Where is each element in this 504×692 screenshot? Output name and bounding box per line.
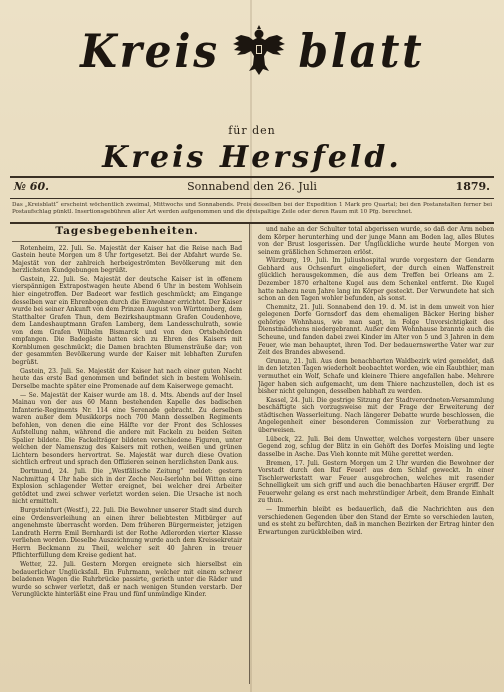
article-paragraph: Chemnitz, 21. Juli. Sonnabend den 19. d. M. ist in dem unweit von hier gelegenen Dorfe Gornsdorf das dem ehemaligen Bäcker Hering bisher gehörige Wohnhaus, wie man sagt, in Folge Unvorsichtigkeit des Dienstmädchens niedergebrannt. Außer dem Wohnhause brannte auch die Scheune, und fanden dabei zwei Kinder im Alter von 5 und 3 Jahren in dem Feuer, wie man behauptet, ihren Tod. Der bedauernswerthe Vater war zur Zeit des Brandes abwesend. <box>258 303 494 357</box>
article-paragraph: — Se. Majestät der Kaiser wurde am 18. d. Mts. Abends auf der Insel Mainau von der aus 60 Mann bestehenden Kapelle des badischen Infanterie-Regiments Nr. 114 eine Serenade gebracht. Zu derselben waren außer dem Musikkorps noch 700 Mann desselben Regiments befohlen, von denen die eine Hälfte vor der Front des Schlosses Aufstellung nahm, während die andere mit Fackeln zu beiden Seiten Spalier bildete. Die Fackelträger bildeten verschiedene Figuren, unter welchen der Namenszug des Kaisers mit rothen, weißen und grünen Lichtern besonders hervortrat. Se. Majestät war durch diese Ovation sichtlich erfreut und sprach den Offizieren seinen herzlichsten Dank aus. <box>12 391 242 467</box>
title-row <box>0 22 504 80</box>
article-paragraph: Lübeck, 22. Juli. Bei dem Unwetter, welches vorgestern über unsere Gegend zog, schlug der Blitz in ein Gehöft des Dorfes Moisling und legte dasselbe in Asche. Das Vieh konnte mit Mühe gerettet werden. <box>258 435 494 458</box>
article-paragraph: Rotenheim, 22. Juli. Se. Majestät der Kaiser hat die Reise nach Bad Gastein heute Morgen um 8 Uhr fortgesetzt. Bei der Abfahrt wurde Se. Majestät von der zahlreich herbeigeströmten Bevölkerung mit den herzlichsten Kundgebungen begrüßt. <box>12 244 242 275</box>
article-paragraph: Würzburg, 19. Juli. Im Juliushospital wurde vorgestern der Gendarm Gebhard aus Ochsenfurt eingeliefert, der durch einen Waffenstreit glücklich herausgekommen, die aus dem Treffen bei Orleans am 2. Dezember 1870 erhaltene Kugel aus dem Schenkel entfernt. Die Kugel hatte nahezu neun Jahre lang im Körper gesteckt. Der Verwundete hat sich schon an den Tagen wohler befunden, als sonst. <box>258 257 494 303</box>
article-paragraph: Bremen, 17. Juli. Gestern Morgen um 2 Uhr wurden die Bewohner der Vorstadt durch den Ruf Feuer! aus dem Schlaf geweckt. In einer Tischlerwerkstatt war Feuer ausgebrochen, welches mit rasender Schnelligkeit um sich griff und auch die benachbarten Häuser ergriff. Der Feuerwehr gelang es erst nach mehrstündiger Arbeit, dem Brande Einhalt zu thun. <box>258 459 494 505</box>
article-paragraph: Gastein, 23. Juli. Se. Majestät der Kaiser hat nach einer guten Nacht heute das erste Bad genommen und befindet sich in bestem Wohlsein. Derselbe machte später eine Promenade auf dem Kaiserwege gemacht. <box>12 367 242 390</box>
article-paragraph: Wetter, 22. Juli. Gestern Morgen ereignete sich hierselbst ein bedauerlicher Unglücksfall. Ein Fuhrmann, welcher mit einem schwer beladenen Wagen die Ruhrbrücke passirte, gerieth unter die Räder und wurde so schwer verletzt, daß er nach wenigen Stunden verstarb. Der Verunglückte hinterläßt eine Frau und fünf unmündige Kinder. <box>12 561 242 599</box>
section-header <box>12 228 242 242</box>
issue-year: 1879. <box>455 180 490 193</box>
article-paragraph: Grunau, 21. Juli. Aus dem benachbarten Waldbezirk wird gemeldet, daß in den letzten Tagen wiederholt beobachtet worden, wie ein Raubthier, man vermuthet ein Wolf, Schafe und kleinere Thiere angefallen habe. Mehrere Jäger haben sich aufgemacht, um dem Thiere nachzustellen, doch ist es bisher nicht gelungen, desselben habhaft zu werden. <box>258 357 494 396</box>
column-left <box>12 226 242 686</box>
subtitle-big: Kreis Hersfeld. <box>102 140 402 175</box>
left-articles <box>12 245 242 599</box>
article-paragraph: Dortmund, 24. Juli. Die „Westfälische Zeitung“ meldet: gestern Nachmittag 4 Uhr habe sich in der Zeche Neu-Iserlohn bei Witten eine Explosion schlagender Wetter ereignet, bei welcher drei Arbeiter getödtet und zwei schwer verletzt worden seien. Die Ursache ist noch nicht ermittelt. <box>12 468 242 506</box>
issue-number: № 60. <box>14 180 49 193</box>
masthead <box>0 8 504 175</box>
article-paragraph: und nahe an der Schulter total abgerissen wurde, so daß der Arm neben dem Körper herunterhing und der junge Mann am Boden lag, alles Blutes von der Brust losgerissen. Der Unglückliche wurde heute Morgen von seinem gräßlichen Schmerzen erlöst. <box>258 226 494 256</box>
title-right: blatt <box>298 24 425 78</box>
column-divider <box>249 224 250 684</box>
column-right <box>258 226 494 686</box>
title-left: Kreis <box>79 24 220 78</box>
article-paragraph: Kassel, 24. Juli. Die gestrige Sitzung der Stadtverordneten-Versammlung beschäftigte sich vorzugsweise mit der Frage der Erweiterung der städtischen Wasserleitung. Nach längerer Debatte wurde beschlossen, die Angelegenheit einer besonderen Commission zur Vorberathung zu überweisen. <box>258 396 494 434</box>
right-articles <box>258 226 494 536</box>
rule-middle <box>10 198 494 199</box>
prussian-eagle-icon <box>231 25 287 77</box>
rule-bottom <box>10 222 494 224</box>
subscription-notice: Das „Kreisblatt“ erscheint wöchentlich zweimal, Mittwochs und Sonnabends. Preis desselben bei der Expedition 1 Mark pro Quartal; bei den Postanstalten ferner bei Postaufschlag pünktl. Insertionsgebühren aller Art werden aufgenommen und die dreispaltige Zeile oder deren Raum mit 10 Pfg. berechnet. <box>12 202 492 216</box>
issue-date: Sonnabend den 26. Juli <box>187 180 317 193</box>
subtitle-small: für den <box>228 124 276 137</box>
article-paragraph: — Immerhin bleibt es bedauerlich, daß die Nachrichten aus den verschiedenen Gegenden über den Stand der Ernte so verschieden lauten, und es steht zu befürchten, daß in manchen Bezirken der Ertrag hinter den Erwartungen zurückbleiben wird. <box>258 506 494 536</box>
dateline <box>14 180 490 196</box>
section-title: Tagesbegebenheiten. <box>55 226 199 237</box>
rule-top <box>10 176 494 178</box>
article-paragraph: Gastein, 22. Juli. Se. Majestät der deutsche Kaiser ist in offenem vierspännigen Extrapostwagen heute Abend 6 Uhr in bestem Wohlsein hier eingetroffen. Der Badeort war festlich geschmückt; am Eingange desselben war ein Ehrenbogen durch die Einwohner errichtet. Der Kaiser wurde bei seiner Ankunft von dem Prinzen August von Württemberg, dem Statthalter Grafen Thun, dem Bezirkshauptmann Grafen Coudenhove, dem Landeshauptmann Grafen Lamberg, dem Landesschulrath, sowie von dem Grafen Wilhelm Bismarck und von den Ortsbehörden empfangen. Die Badegäste hatten sich zu Ehren des Kaisers mit Kornblumen geschmückt; die Damen brachten Blumensträuße dar; von der gesammten Bevölkerung wurde der Kaiser mit lebhaften Zurufen begrüßt. <box>12 275 242 366</box>
article-paragraph: Burgsteinfurt (Westf.), 22. Juli. Die Bewohner unserer Stadt sind durch eine Ordensverleihung an einen ihrer beliebtesten Mitbürger auf angenehmste überrascht worden. Dem früheren Bürgermeister, jetzigen Landrath Herrn Emil Bernhardi ist der Rothe Adlerorden vierter Klasse verliehen worden. Dieselbe Auszeichnung wurde auch dem Kreissekretair Herrn Beckmann zu Theil, welcher seit 40 Jahren in treuer Pflichterfüllung dem Kreise gedient hat. <box>12 507 242 560</box>
